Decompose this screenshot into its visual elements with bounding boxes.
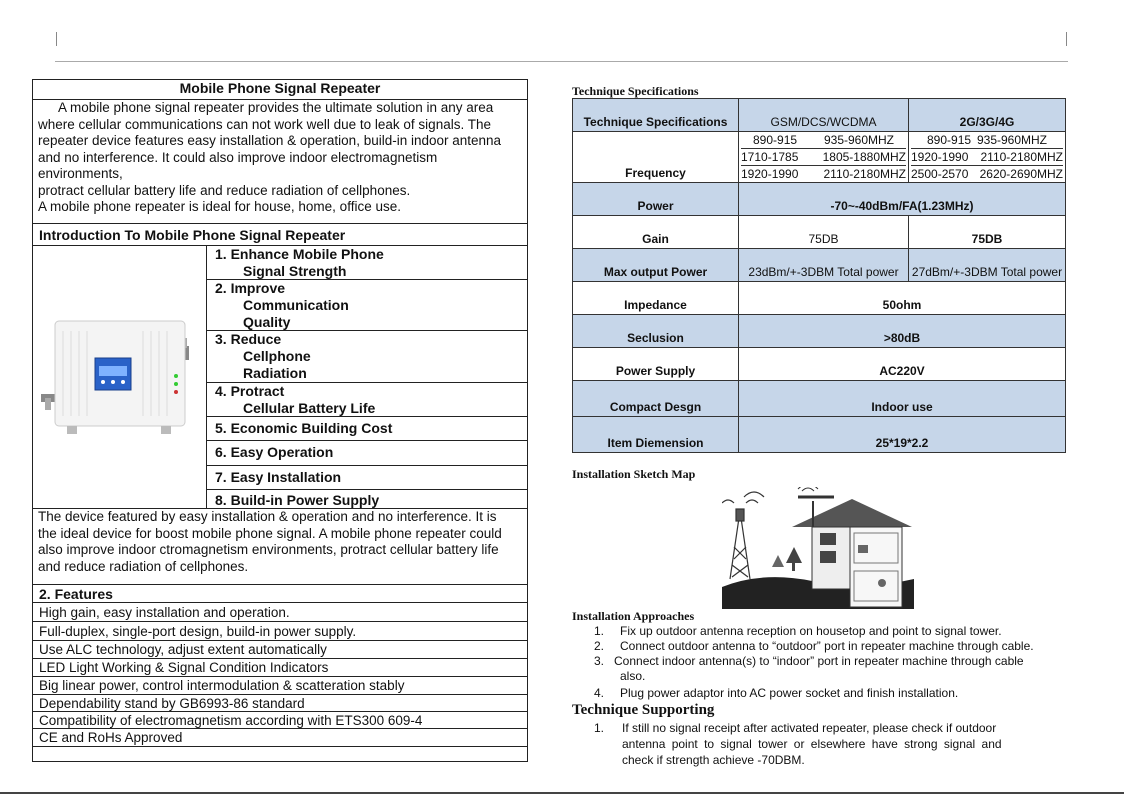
spec-value: >80dB (739, 315, 1066, 348)
freq-col1 (739, 132, 909, 183)
intro-heading: Introduction To Mobile Phone Signal Repeater (33, 224, 527, 246)
freq-pair: 1920-1990 2110-2180MHZ (741, 167, 906, 181)
benefit-item: 7. Easy Installation (207, 466, 527, 490)
intro-paragraph (33, 100, 527, 224)
spec-label: Frequency (573, 132, 739, 183)
top-right-tick (1066, 32, 1067, 46)
spec-label: Compact Desgn (573, 381, 739, 417)
supporting-caption: Technique Supporting (572, 702, 715, 718)
freq-pair: 890-915 935-960MHZ (927, 133, 1047, 147)
approach-text: Fix up outdoor antenna reception on housetop and point to signal tower. (620, 624, 1002, 638)
benefit-item: 2. Improve Communication Quality (207, 280, 527, 331)
freq-col2 (909, 132, 1066, 183)
product-image-cell (33, 246, 207, 508)
sketch-caption: Installation Sketch Map (572, 467, 696, 481)
feature-item: Dependability stand by GB6993-86 standard (33, 695, 527, 712)
intro-line: where cellular communications can not work well due to leak of signals. The (38, 116, 491, 132)
approach-num: 3. (594, 654, 605, 668)
installation-sketch-image (722, 487, 914, 609)
supporting-num: 1. (594, 721, 605, 735)
spec-row-impedance (573, 282, 1066, 315)
approach-text: Plug power adaptor into AC power socket and finish installation. (620, 686, 959, 700)
feature-item: Full-duplex, single-port design, build-in power supply. (33, 622, 527, 641)
page-title: Mobile Phone Signal Repeater (33, 80, 527, 100)
benefit-item: 8. Build-in Power Supply (215, 492, 380, 508)
approaches-caption: Installation Approaches (572, 609, 695, 623)
spec-row-seclusion (573, 315, 1066, 348)
intro-line: environments, (38, 166, 123, 181)
spec-row-compact (573, 381, 1066, 417)
feature-item: CE and RoHs Approved (33, 729, 527, 747)
benefit-item: 6. Easy Operation (207, 441, 527, 466)
feature-item: LED Light Working & Signal Condition Indicators (33, 659, 527, 677)
spec-caption: Technique Specifications (572, 84, 699, 98)
device-line: also improve indoor ctromagnetism environments, protract cellular battery life (38, 542, 499, 557)
spec-row-frequency (573, 132, 1066, 183)
spec-value: 23dBm/+-3DBM Total power (739, 249, 909, 282)
feature-item: High gain, easy installation and operation. (33, 603, 527, 622)
spec-label: Item Diemension (573, 417, 739, 453)
spec-value: 75DB (739, 216, 909, 249)
approach-num: 2. (594, 639, 605, 653)
feature-item: Big linear power, control intermodulation & scatteration stably (33, 677, 527, 695)
benefit-item: 1. Enhance Mobile Phone Signal Strength (207, 246, 527, 280)
spec-value: AC220V (739, 348, 1066, 381)
feature-item: Compatibility of electromagnetism according with ETS300 609-4 (33, 712, 527, 729)
freq-pair: 1920-1990 2110-2180MHZ (911, 150, 1063, 164)
spec-row-gain (573, 216, 1066, 249)
spec-label: Impedance (573, 282, 739, 315)
freq-pair: 2500-2570 2620-2690MHZ (911, 167, 1063, 181)
top-left-tick (56, 32, 57, 46)
benefit-item: 5. Economic Building Cost (207, 417, 527, 441)
spec-value: 50ohm (739, 282, 1066, 315)
approach-num: 1. (594, 624, 605, 638)
spec-value: Indoor use (739, 381, 1066, 417)
left-panel (32, 79, 528, 762)
spec-value: 27dBm/+-3DBM Total power (909, 249, 1066, 282)
benefit-item: 4. Protract Cellular Battery Life (207, 383, 527, 417)
spec-row-power (573, 183, 1066, 216)
intro-line: and no interference. It could also improve indoor electromagnetism (38, 149, 438, 165)
approach-num: 4. (594, 686, 605, 700)
intro-line: protract cellular battery life and reduce radiation of cellphones. (38, 182, 411, 198)
benefit-item: 3. Reduce Cellphone Radiation (207, 331, 527, 383)
device-line: and reduce radiation of cellphones. (38, 558, 249, 574)
spec-row-max-output (573, 249, 1066, 282)
device-line: The device featured by easy installation & operation and no interference. It is (38, 509, 497, 524)
spec-label: Power Supply (573, 348, 739, 381)
spec-value: -70~-40dBm/FA(1.23MHz) (739, 183, 1066, 216)
supporting-line: check if strength achieve -70DBM. (622, 753, 805, 767)
spec-row-dimension (573, 417, 1066, 453)
device-paragraph (33, 508, 527, 585)
device-line: the ideal device for boost mobile phone signal. A mobile phone repeater could (38, 525, 502, 541)
repeater-device-image (33, 246, 207, 508)
spec-table (572, 98, 1066, 453)
spec-row-power-supply (573, 348, 1066, 381)
spec-label: Power (573, 183, 739, 216)
spec-col1-header: GSM/DCS/WCDMA (739, 99, 909, 132)
supporting-line: If still no signal receipt after activated repeater, please check if outdoor (622, 721, 997, 735)
approach-text: Connect indoor antenna(s) to “indoor” port in repeater machine through cable (614, 654, 1024, 668)
header-rule (55, 61, 1068, 62)
spec-value: 25*19*2.2 (739, 417, 1066, 453)
spec-row-header (573, 99, 1066, 132)
freq-pair: 890-915 935-960MHZ (753, 133, 894, 147)
features-heading: 2. Features (33, 585, 527, 603)
intro-line: repeater device features easy installation & operation, build-in indoor antenna (38, 133, 502, 148)
spec-label: Seclusion (573, 315, 739, 348)
approach-text: Connect outdoor antenna to “outdoor” port in repeater machine through cable. (620, 639, 1034, 653)
spec-label: Gain (573, 216, 739, 249)
spec-label: Max output Power (573, 249, 739, 282)
supporting-line: antenna point to signal tower or elsewhere have strong signal and (622, 737, 1002, 751)
intro-line: A mobile phone signal repeater provides the ultimate solution in any area (58, 100, 494, 115)
spec-value: 75DB (909, 216, 1066, 249)
spec-col2-header: 2G/3G/4G (909, 99, 1066, 132)
spec-label: Technique Specifications (573, 99, 739, 132)
approach-text-cont: also. (620, 669, 646, 683)
feature-item: Use ALC technology, adjust extent automatically (33, 641, 527, 659)
intro-line: A mobile phone repeater is ideal for house, home, office use. (38, 199, 401, 214)
freq-pair: 1710-1785 1805-1880MHZ (741, 150, 906, 164)
